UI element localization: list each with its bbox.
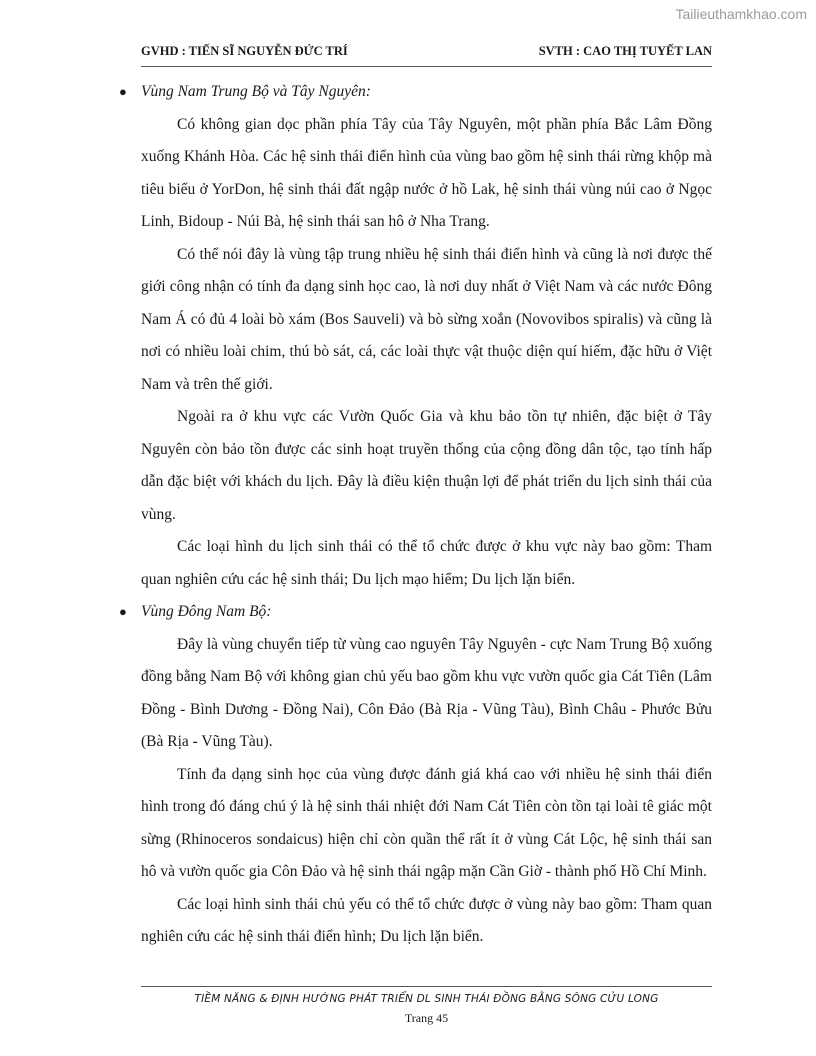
bullet-icon: ● (119, 84, 127, 99)
header-advisor: GVHD : TIẾN SĨ NGUYỄN ĐỨC TRÍ (141, 44, 348, 58)
footer-divider (141, 986, 712, 987)
header-divider (141, 66, 712, 67)
header-student: SVTH : CAO THỊ TUYẾT LAN (538, 44, 712, 58)
page-header (141, 44, 712, 66)
watermark: Tailieuthamkhao.com (675, 6, 807, 22)
page-number: Trang 45 (404, 1011, 449, 1025)
section-heading (119, 596, 712, 629)
footer-title: TIỀM NĂNG & ĐỊNH HƯỚNG PHÁT TRIỂN DL SINH THÁI ĐỒNG BẰNG SÔNG CỬU LONG (194, 993, 659, 1005)
paragraph: Ngoài ra ở khu vực các Vườn Quốc Gia và khu bảo tồn tự nhiên, đặc biệt ở Tây Nguyên còn bảo tồn được các sinh hoạt truyền thống của cộng đồng dân tộc, tạo tính hấp dẫn đặc biệt với khách du lịch. Đây là điều kiện thuận lợi để phát triển du lịch sinh thái của vùng. (141, 408, 712, 523)
paragraph: Đây là vùng chuyển tiếp từ vùng cao nguyên Tây Nguyên - cực Nam Trung Bộ xuống đồng bằng Nam Bộ với không gian chủ yếu bao gồm khu vực vườn quốc gia Cát Tiên (Lâm Đồng - Bình Dương - Đồng Nai), Côn Đảo (Bà Rịa - Vũng Tàu), Bình Châu - Phước Bửu (Bà Rịa - Vũng Tàu). (141, 635, 712, 750)
document-body (119, 76, 712, 954)
paragraph: Tính đa dạng sinh học của vùng được đánh giá khá cao với nhiều hệ sinh thái điển hình trong đó đáng chú ý là hệ sinh thái nhiệt đới Nam Cát Tiên còn tồn tại loài tê giác một sừng (Rhinoceros sondaicus) hiện chỉ còn quần thể rất ít ở vùng Cát Lộc, hệ sinh thái san hô và vườn quốc gia Côn Đảo và hệ sinh thái ngập mặn Cần Giờ - thành phố Hồ Chí Minh. (141, 765, 712, 880)
section-heading-text: Vùng Nam Trung Bộ và Tây Nguyên: (141, 83, 371, 100)
paragraph: Các loại hình sinh thái chủ yếu có thể tổ chức được ở vùng này bao gồm: Tham quan nghiên cứu các hệ sinh thái điển hình; Du lịch lặn biển. (141, 895, 712, 945)
bullet-icon: ● (119, 604, 127, 619)
paragraph: Có thể nói đây là vùng tập trung nhiều hệ sinh thái điển hình và cũng là nơi được thế giới công nhận có tính đa dạng sinh học cao, là nơi duy nhất ở Việt Nam và các nước Đông Nam Á có đủ 4 loài bò xám (Bos Sauveli) và bò sừng xoắn (Novovibos spiralis) và cũng là nơi có nhiều loài chim, thú bò sát, cá, các loài thực vật thuộc diện quí hiếm, đặc hữu ở Việt Nam và trên thế giới. (141, 245, 712, 393)
section-heading-text: Vùng Đông Nam Bộ: (141, 603, 272, 620)
paragraph: Có không gian dọc phần phía Tây của Tây Nguyên, một phần phía Bắc Lâm Đồng xuống Khánh Hòa. Các hệ sinh thái điển hình của vùng bao gồm hệ sinh thái rừng khộp mà tiêu biểu ở YorDon, hệ sinh thái đất ngập nước ở hồ Lak, hệ sinh thái vùng núi cao ở Ngọc Linh, Bidoup - Núi Bà, hệ sinh thái san hô ở Nha Trang. (141, 115, 712, 230)
paragraph: Các loại hình du lịch sinh thái có thể tổ chức được ở khu vực này bao gồm: Tham quan nghiên cứu các hệ sinh thái; Du lịch mạo hiểm; Du lịch lặn biển. (141, 538, 712, 588)
section-heading (119, 76, 712, 109)
